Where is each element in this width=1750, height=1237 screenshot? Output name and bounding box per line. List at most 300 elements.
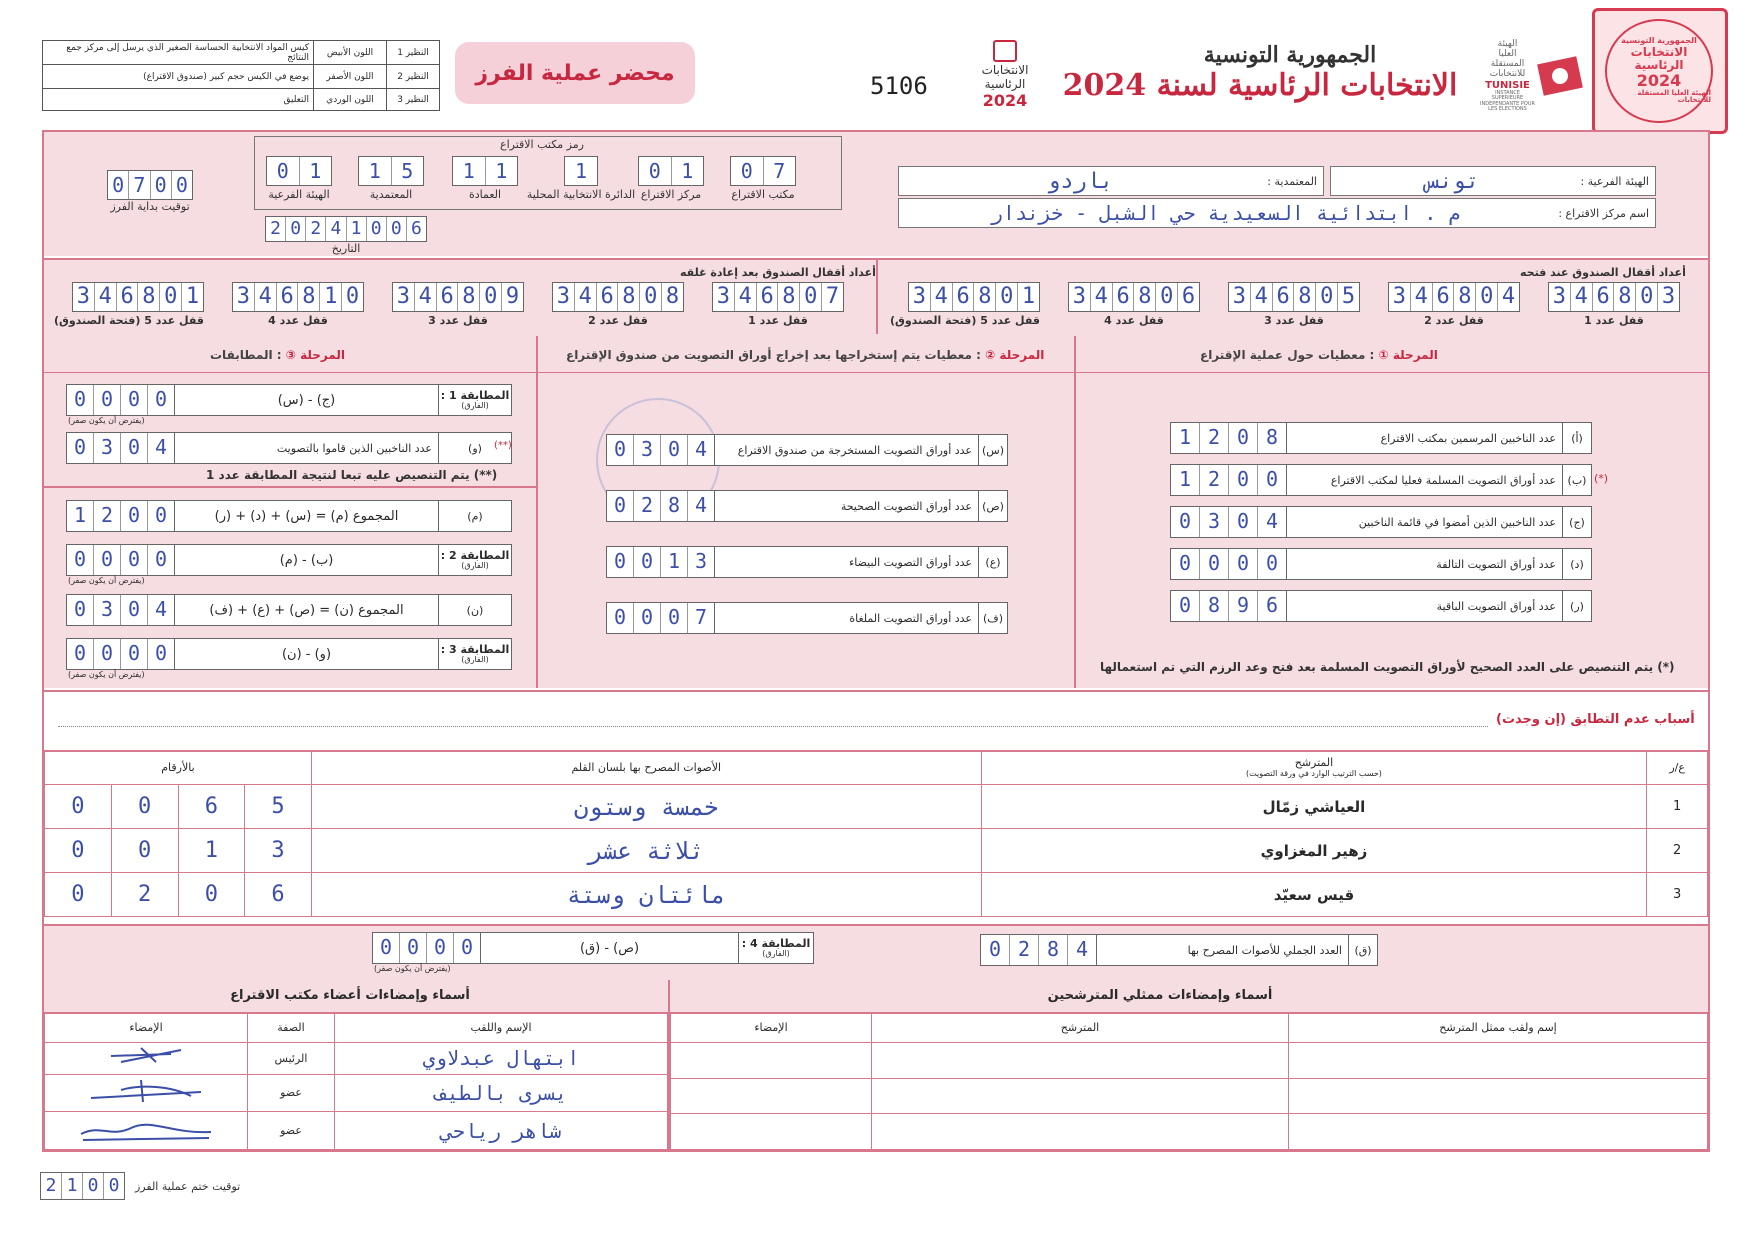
digit: 5 — [1337, 283, 1359, 311]
match-sub: (الفارق) — [461, 400, 489, 410]
row-digits — [607, 547, 715, 577]
opening-lock — [889, 282, 1040, 327]
member-signature — [45, 1112, 248, 1150]
col-words: الأصوات المصرح بها بلسان القلم — [311, 751, 981, 785]
digit: 8 — [1199, 591, 1228, 621]
rep-cell — [1289, 1078, 1708, 1114]
republic-title: الجمهورية التونسية — [1203, 42, 1377, 68]
digit: 4 — [1067, 935, 1096, 965]
digit: 0 — [648, 159, 661, 183]
row-digits — [1171, 507, 1287, 537]
rep-cell — [872, 1114, 1289, 1150]
match-sub: (الفارق) — [762, 948, 790, 958]
col-candidate — [981, 751, 1647, 785]
copy-desc: كيس المواد الانتخابية الحساسة الصغير الذي يرسل إلى مركز جمع النتائج — [43, 41, 314, 65]
isie-line-3: المستقلة — [1490, 58, 1525, 69]
digit: 1 — [671, 157, 704, 185]
stage2-row-sad — [606, 490, 1008, 522]
rep-cell — [671, 1043, 872, 1079]
digit: 4 — [1090, 283, 1112, 311]
lock-label: قفل عدد 2 — [588, 314, 648, 327]
digit: 0 — [1178, 509, 1192, 533]
match-sub: (الفارق) — [461, 560, 489, 570]
digit: 6 — [116, 283, 138, 311]
row-code — [438, 385, 511, 415]
digit: 1 — [574, 159, 588, 183]
row-text: المجموع (م) = (س) + (د) + (ر) — [214, 508, 399, 524]
digit: 0 — [639, 283, 661, 311]
center-label: اسم مركز الاقتراع : — [1558, 206, 1649, 220]
digit: 0 — [73, 435, 87, 459]
digit: 8 — [1133, 283, 1155, 311]
digit: 6 — [276, 283, 298, 311]
member-signature — [45, 1074, 248, 1112]
row-code: (م) — [438, 501, 511, 531]
match-label: المطابقة 1 : — [440, 388, 510, 402]
row-digits — [67, 433, 175, 463]
member-name: ابتهال عبدلاوي — [335, 1043, 668, 1075]
digit: 1 — [660, 547, 687, 577]
row-code: (ج) — [1562, 507, 1591, 537]
stage1-row-c — [1170, 506, 1592, 538]
row-code — [738, 933, 813, 963]
digit: 0 — [120, 501, 147, 531]
code-field-center — [636, 156, 706, 201]
candidate-row — [45, 785, 1708, 829]
delegation-value: باردو — [1047, 168, 1114, 194]
digit: 6 — [245, 873, 312, 917]
digit: 5 — [391, 157, 424, 185]
digit: 6 — [406, 217, 426, 241]
candidate-name: قيس سعيّد — [981, 873, 1647, 917]
stage2-row-ain — [606, 546, 1008, 578]
code-field-office — [728, 156, 798, 201]
stage2-label: : معطيات يتم إستخراجها بعد إخراج أوراق التصويت من صندوق الإقتراع — [566, 348, 981, 362]
lock-label: قفل عدد 2 — [1424, 314, 1484, 327]
digit: 4 — [94, 283, 116, 311]
row-digits — [1171, 423, 1287, 453]
row-text: (ج) - (س) — [277, 392, 336, 408]
digit: 4 — [687, 491, 714, 521]
digit: 4 — [254, 283, 276, 311]
copy-desc: التعليق — [43, 89, 314, 111]
total-votes-row — [980, 934, 1378, 966]
code-field-label: الدائرة الانتخابية المحلية — [526, 188, 636, 201]
representatives-title: أسماء وإمضاءات ممثلي المترشحين — [1047, 988, 1273, 1003]
digit: 8 — [661, 283, 683, 311]
rep-cell — [1289, 1114, 1708, 1150]
digit: 0 — [1199, 549, 1228, 579]
digit: 9 — [501, 283, 523, 311]
digit: 7 — [687, 603, 714, 633]
digit-box — [452, 156, 518, 186]
digit: 6 — [436, 283, 458, 311]
isie-line-1: الهيئة — [1497, 39, 1518, 49]
row-digits — [607, 491, 715, 521]
digit-box — [358, 156, 424, 186]
match3-note: (يفترض أن يكون صفر) — [68, 670, 145, 679]
stage3-match3 — [66, 638, 512, 670]
member-col-signature: الإمضاء — [45, 1013, 248, 1043]
digit: 3 — [236, 284, 251, 309]
rep-cell — [872, 1043, 1289, 1079]
row-text: عدد أوراق التصويت المستخرجة من صندوق الاقتراع — [737, 443, 972, 457]
stamp-line-1: الجمهورية التونسية — [1621, 35, 1697, 45]
row-digits — [67, 385, 175, 415]
match-sub: (الفارق) — [461, 654, 489, 664]
digit: 0 — [660, 435, 687, 465]
election-logo — [970, 40, 1040, 110]
code-field-label: مكتب الاقتراع — [731, 188, 795, 201]
digit: 0 — [453, 933, 480, 963]
col-num: ع/ر — [1647, 751, 1708, 785]
digit: 0 — [1635, 283, 1657, 311]
row-digits — [373, 933, 481, 963]
copy-row — [43, 65, 440, 89]
candidate-name: العياشي زمّال — [981, 785, 1647, 829]
stamp-line-5: الهيئة العليا المستقلة للانتخابات — [1637, 88, 1711, 105]
digit: 0 — [1228, 549, 1257, 579]
stage2-row-fa — [606, 602, 1008, 634]
digit: 0 — [1257, 465, 1286, 495]
digit-box — [638, 156, 704, 186]
rep-row — [671, 1043, 1708, 1079]
row-digits — [981, 935, 1097, 965]
digit: 6 — [178, 785, 245, 829]
digit: 8 — [973, 283, 995, 311]
digit: 8 — [1293, 283, 1315, 311]
stage1-row-b-mark: (*) — [1594, 472, 1609, 485]
isie-line-4: للانتخابات — [1489, 68, 1526, 79]
signature-mark — [81, 1076, 211, 1106]
stage1-row-a — [1170, 422, 1592, 454]
rep-row — [671, 1078, 1708, 1114]
candidates-header — [45, 751, 1708, 785]
isie-logo — [1480, 40, 1535, 113]
member-role: الرئيس — [248, 1043, 335, 1075]
row-digits — [607, 435, 715, 465]
digit: 3 — [93, 433, 120, 463]
digit: 6 — [1592, 283, 1614, 311]
stage3-group-line-1 — [44, 486, 536, 488]
rep-col-candidate: المترشح — [872, 1013, 1289, 1043]
member-row — [45, 1112, 668, 1150]
digit: 0 — [45, 873, 112, 917]
opening-lock — [1228, 282, 1360, 327]
copy-color: اللون الأصفر — [314, 65, 387, 89]
match2-note: (يفترض أن يكون صفر) — [68, 576, 145, 585]
stage-divider-1 — [1074, 336, 1076, 688]
copy-label: النظير 3 — [387, 89, 440, 111]
candidate-words: مائتان وستة — [311, 873, 981, 917]
digit: 0 — [73, 387, 87, 411]
digit: 0 — [178, 873, 245, 917]
digit: 2 — [270, 218, 281, 239]
digit: 0 — [633, 547, 660, 577]
digit: 3 — [245, 829, 312, 873]
digit: 1 — [299, 157, 332, 185]
stage1-row-b — [1170, 464, 1592, 496]
member-signature — [45, 1043, 248, 1075]
row-code — [438, 639, 511, 669]
members-table — [44, 1012, 668, 1150]
row-code: (أ) — [1562, 423, 1591, 453]
stamp-line-2: الانتخابات — [1630, 44, 1688, 59]
candidate-num: 2 — [1647, 829, 1708, 873]
digit: 5 — [245, 785, 312, 829]
digit: 3 — [1552, 284, 1567, 309]
center-value: م . ابتدائية السعيدية حي الشبل - خزندار — [990, 201, 1461, 225]
stage3-row-m — [66, 500, 512, 532]
digit: 8 — [1613, 283, 1635, 311]
closing-locks-title: أعداد أقفال الصندوق بعد إعادة غلقه — [680, 266, 876, 279]
row-text: عدد أوراق التصويت الباقية — [1436, 599, 1556, 613]
digit: 7 — [128, 171, 149, 199]
digit: 8 — [777, 283, 799, 311]
digit: 6 — [756, 283, 778, 311]
digit: 4 — [930, 283, 952, 311]
stage3-number: المرحلة ③ — [285, 348, 346, 362]
row-code: (د) — [1562, 549, 1591, 579]
opening-locks-title: أعداد أقفال الصندوق عند فتحه — [1520, 266, 1686, 279]
digit: 7 — [763, 157, 796, 185]
row-text: عدد أوراق التصويت التالفة — [1436, 557, 1556, 571]
digit: 8 — [297, 283, 319, 311]
closing-lock — [392, 282, 524, 327]
date-label: التاريخ — [331, 242, 361, 255]
row-text: عدد أوراق التصويت البيضاء — [849, 555, 972, 569]
stage1-number: المرحلة ① — [1378, 348, 1438, 362]
digit: 0 — [799, 283, 821, 311]
stage1-note: (*) يتم التنصيص على العدد الصحيح لأوراق التصويت المسلمة بعد فتح وعد الرزم التي تم استعمالها — [1100, 660, 1675, 674]
rep-cell — [671, 1078, 872, 1114]
lock-digits — [72, 282, 204, 312]
lock-digits — [1388, 282, 1520, 312]
digit: 1 — [319, 283, 341, 311]
digit: 6 — [952, 283, 974, 311]
stage3-match2 — [66, 544, 512, 576]
digit: 0 — [73, 547, 87, 571]
digit-box — [730, 156, 796, 186]
digit: 3 — [1657, 283, 1679, 311]
code-field-label: المعتمدية — [369, 188, 413, 201]
digit: 8 — [137, 283, 159, 311]
member-role: عضو — [248, 1112, 335, 1150]
digit: 8 — [457, 283, 479, 311]
digit: 0 — [613, 437, 627, 461]
closing-lock — [712, 282, 844, 327]
digit: 3 — [687, 547, 714, 577]
candidate-name: زهير المغزاوي — [981, 829, 1647, 873]
candidate-num: 3 — [1647, 873, 1708, 917]
digit: 4 — [1257, 507, 1286, 537]
row-digits — [1171, 465, 1287, 495]
digit: 2 — [111, 873, 178, 917]
row-text: المجموع (ن) = (ص) + (ع) + (ف) — [209, 602, 404, 618]
match1-note: (يفترض أن يكون صفر) — [68, 416, 145, 425]
lock-label: قفل عدد 3 — [428, 314, 488, 327]
digit: 0 — [45, 785, 112, 829]
isie-full: INSTANCE SUPERIEURE INDEPENDANTE POUR LES ELECTIONS — [1480, 89, 1535, 113]
lock-label: قفل عدد 1 — [748, 314, 808, 327]
digit: 0 — [386, 217, 406, 241]
sub-authority-value: تونس — [1426, 168, 1480, 194]
stamp-line-3: الرئاسية — [1634, 57, 1684, 72]
lock-digits — [1228, 282, 1360, 312]
digit: 6 — [1432, 283, 1454, 311]
digit: 4 — [687, 435, 714, 465]
digit: 0 — [740, 159, 753, 183]
row-code: (س) — [978, 435, 1007, 465]
lock-label: قفل عدد 1 — [1584, 314, 1644, 327]
col-candidate-label: المترشح — [1294, 756, 1334, 770]
mismatch-row — [44, 690, 1708, 752]
mismatch-dotted-line — [58, 726, 1488, 727]
digit: 0 — [45, 829, 112, 873]
member-row — [45, 1043, 668, 1075]
digit: 3 — [912, 284, 927, 309]
copy-row — [43, 41, 440, 65]
logo-line-2: الرئاسية — [984, 76, 1026, 91]
digit: 0 — [120, 639, 147, 669]
time-digits — [40, 1172, 125, 1200]
lock-label: قفل عدد 5 (فتحة الصندوق) — [53, 314, 204, 327]
digit: 2 — [45, 1175, 57, 1196]
member-row — [45, 1074, 668, 1112]
digit: 1 — [61, 1173, 82, 1199]
row-code: (ن) — [438, 595, 511, 625]
match4-note: (يفترض أن يكون صفر) — [374, 964, 451, 973]
digit: 0 — [1315, 283, 1337, 311]
digit: 1 — [1178, 425, 1192, 449]
digit: 0 — [82, 1173, 103, 1199]
digit: 0 — [73, 641, 87, 665]
lock-label: قفل عدد 4 — [268, 314, 328, 327]
stage3-title — [210, 348, 345, 362]
digit: 0 — [111, 785, 178, 829]
row-text: عدد الناخبين المرسمين بمكتب الاقتراع — [1380, 431, 1556, 445]
stage-title-line — [44, 372, 1708, 373]
digit: 3 — [1199, 507, 1228, 537]
digit: 4 — [734, 283, 756, 311]
digit: 1 — [73, 503, 87, 527]
digit: 0 — [399, 933, 426, 963]
totals-band — [44, 924, 1708, 982]
row-code — [438, 545, 511, 575]
representatives-table — [670, 1012, 1708, 1150]
match4-row — [372, 932, 814, 964]
digit: 0 — [366, 217, 386, 241]
digit: 4 — [147, 433, 174, 463]
digit: 0 — [147, 545, 174, 575]
row-code: (ب) — [1562, 465, 1591, 495]
row-text: (ص) - (ق) — [579, 940, 640, 956]
digit: 0 — [150, 171, 171, 199]
digit: 0 — [111, 829, 178, 873]
digit: 0 — [120, 595, 147, 625]
digit: 0 — [93, 545, 120, 575]
stage2-title — [566, 348, 1044, 362]
copy-label: النظير 1 — [387, 41, 440, 65]
digit: 2 — [633, 491, 660, 521]
stage-divider-2 — [536, 336, 538, 688]
stamp-line-4: 2024 — [1636, 71, 1682, 91]
digit: 0 — [995, 283, 1017, 311]
lock-digits — [908, 282, 1040, 312]
digit: 3 — [93, 595, 120, 625]
digit: 4 — [574, 283, 596, 311]
digit: 1 — [485, 157, 518, 185]
digit: 1 — [1178, 467, 1192, 491]
digit: 0 — [147, 501, 174, 531]
digit: 0 — [613, 605, 627, 629]
isie-line-2: العليا — [1498, 48, 1517, 59]
row-digits — [607, 603, 715, 633]
start-time-field — [100, 170, 200, 213]
row-code: (ع) — [978, 547, 1007, 577]
digit: 8 — [1453, 283, 1475, 311]
member-col-name: الإسم واللقب — [335, 1013, 668, 1043]
election-title: الانتخابات الرئاسية لسنة 2024 — [1062, 68, 1458, 103]
digit: 6 — [1257, 591, 1286, 621]
digit: 2 — [1199, 423, 1228, 453]
row-digits — [67, 501, 175, 531]
digit: 6 — [1272, 283, 1294, 311]
digit: 2 — [305, 217, 325, 241]
lock-digits — [552, 282, 684, 312]
code-field-delegation — [356, 156, 426, 201]
digit: 0 — [171, 171, 192, 199]
member-name: يسرى بالطيف — [335, 1074, 668, 1112]
digit: 0 — [426, 933, 453, 963]
code-field-omda — [450, 156, 520, 201]
digit: 0 — [285, 217, 305, 241]
digit: 6 — [1177, 283, 1199, 311]
red-stamp — [1592, 8, 1728, 134]
digit: 0 — [660, 603, 687, 633]
row-text: عدد الناخبين الذين قاموا بالتصويت — [276, 441, 432, 455]
delegation-field — [898, 166, 1324, 196]
digit: 0 — [159, 283, 181, 311]
copy-color: اللون الوردي — [314, 89, 387, 111]
digit: 1 — [178, 829, 245, 873]
delegation-label: المعتمدية : — [1267, 174, 1317, 188]
signature-mark — [71, 1114, 221, 1144]
digit: 4 — [1570, 283, 1592, 311]
digit: 0 — [988, 937, 1002, 961]
members-title: أسماء وإمضاءات أعضاء مكتب الاقتراع — [230, 988, 470, 1003]
col-candidate-sub: (حسب الترتيب الوارد في ورقة التصويت) — [1246, 769, 1382, 779]
start-time-label: توقيت بداية الفرز — [110, 200, 190, 213]
copy-row — [43, 89, 440, 111]
digit-box — [564, 156, 598, 186]
digit: 3 — [633, 435, 660, 465]
lock-digits — [712, 282, 844, 312]
digit: 4 — [414, 283, 436, 311]
digit: 1 — [368, 159, 381, 183]
candidate-words: ثلاثة عشر — [311, 829, 981, 873]
digit: 0 — [1475, 283, 1497, 311]
copies-table — [42, 40, 440, 111]
digit: 4 — [1250, 283, 1272, 311]
code-field-sub-authority — [264, 156, 334, 201]
match-label: المطابقة 3 : — [440, 642, 510, 656]
digit: 1 — [462, 159, 475, 183]
rep-col-signature: الإمضاء — [671, 1013, 872, 1043]
digit: 6 — [596, 283, 618, 311]
digit: 8 — [1038, 935, 1067, 965]
lock-label: قفل عدد 3 — [1264, 314, 1324, 327]
